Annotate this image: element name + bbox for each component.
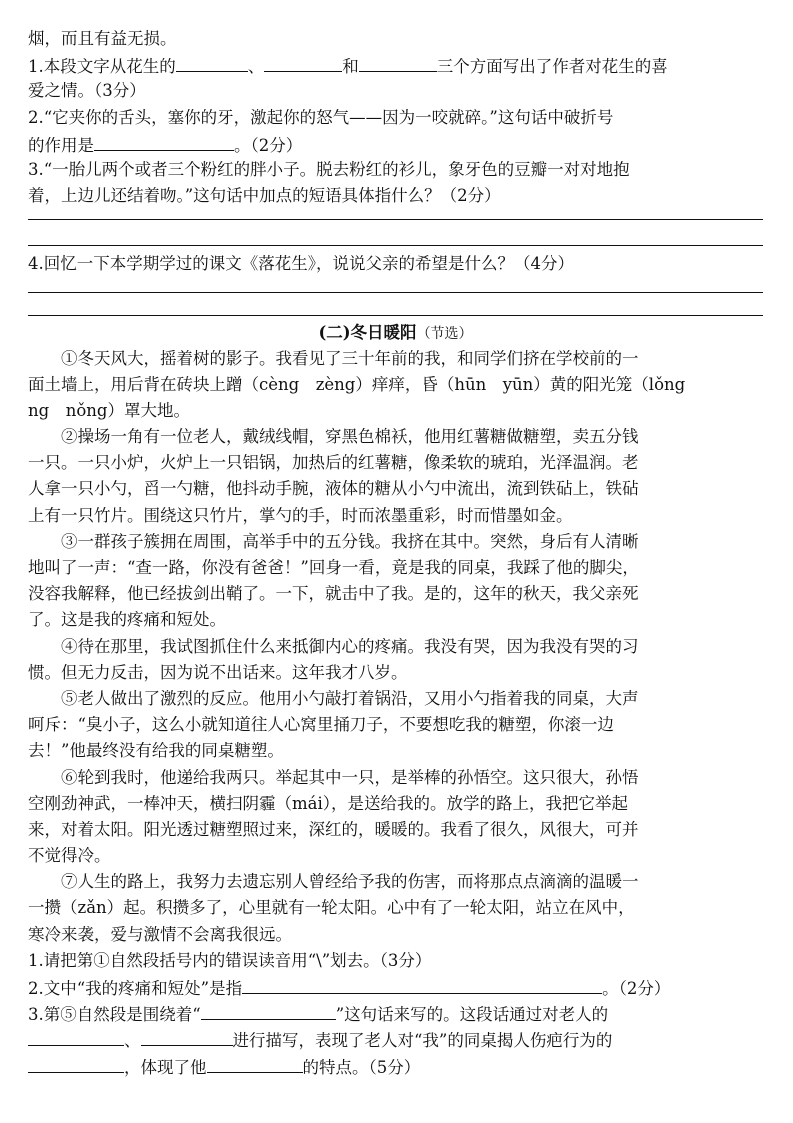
passage-line: ①冬天风大，摇着树的影子。我看见了三十年前的我，和同学们挤在学校前的一 [61,348,639,368]
question-3-cont: 着，上边儿还结着吻。”这句话中加点的短语具体指什么？（2分） [28,186,501,206]
answer-blank[interactable] [359,52,437,72]
passage-line: ④待在那里，我试图抓住什么来抵御内心的疼痛。我没有哭，因为我没有哭的习 [61,636,639,656]
passage-line: ng nǒng）罩大地。 [28,400,190,420]
passage-line: 去！”他最终没有给我的同桌糖塑。 [28,741,284,761]
question-2-1: 1.请把第①自然段括号内的错误读音用“\”划去。（3分） [28,950,432,970]
passage-line: 了。这是我的疼痛和短处。 [28,610,226,630]
passage-line: 惯。但无力反击，因为说不出话来。这年我才八岁。 [28,662,408,682]
passage-line: 寒冷来袭，爱与激情不会离我很远。 [28,924,292,944]
question-2: 2.“它夹你的舌头，塞你的牙，激起你的怒气——因为一咬就碎。”这句话中破折号 [28,107,614,127]
passage-line: 没容我解释，他已经拔剑出鞘了。一下，就击中了我。是的，这年的秋天，我父亲死 [28,584,639,604]
answer-blank[interactable] [176,52,248,72]
passage-line: 呵斥：“臭小子，这么小就知道往人心窝里捅刀子，不要想吃我的糖塑，你滚一边 [28,715,614,735]
answer-blank[interactable] [141,1026,233,1046]
passage-line: 人拿一只小勺，舀一勺糖，他抖动手腕，液体的糖从小勺中流出，流到铁砧上，铁砧 [28,479,639,499]
passage-line: 一攒（zǎn）起。积攒多了，心里就有一轮太阳。心中有了一轮太阳，站立在风中， [28,898,635,918]
passage-line: ⑥轮到我时，他递给我两只。举起其中一只，是举棒的孙悟空。这只很大，孙悟 [61,767,639,787]
passage-body [28,346,763,948]
passage-line: ⑦人生的路上，我努力去遗忘别人曾经给予我的伤害，而将那点点滴滴的温暖一 [61,872,639,892]
question-1: 1.本段文字从花生的 、 和 三个方面写出了作者对花生的喜 [28,52,763,78]
passage-line: 上有一只竹片。围绕这只竹片，掌勺的手，时而浓墨重彩，时而惜墨如金。 [28,505,573,525]
question-1-cont: 爱之情。（3分） [28,81,146,101]
answer-blank[interactable] [207,1053,303,1073]
passage-line: ③一群孩子簇拥在周围，高举手中的五分钱。我挤在其中。突然，身后有人清晰 [61,531,639,551]
passage-line: ②操场一角有一位老人，戴绒线帽，穿黑色棉袄，他用红薯糖做糖塑，卖五分钱 [61,427,639,447]
answer-blank[interactable] [264,52,342,72]
question-2-2: 2.文中“我的疼痛和短处”是指 。（2分） [28,974,763,1000]
passage-tail: 烟，而且有益无损。 [28,29,177,48]
passage-line: 空刚劲神武，一棒冲天，横扫阴霾（mái），是送给我的。放学的路上，我把它举起 [28,793,629,813]
question-2-3: 3.第⑤自然段是围绕着“ ”这句话来写的。这段话通过对老人的 [28,1000,763,1026]
passage-line: ⑤老人做出了激烈的反应。他用小勺敲打着锅沿，又用小勺指着我的同桌，大声 [61,688,639,708]
passage-line: 来，对着太阳。阳光透过糖塑照过来，深红的，暖暖的。我看了很久，风很大，可并 [28,819,639,839]
question-3: 3.“一胎儿两个或者三个粉红的胖小子。脱去粉红的衫儿，象牙色的豆瓣一对对地抱 [28,159,630,179]
question-2-3-cont2: ，体现了他 的特点。（5分） [28,1053,763,1079]
passage-line: 地叫了一声：“查一路，你没有爸爸！”回身一看，竟是我的同桌，我踩了他的脚尖， [28,558,639,577]
question-2-3-cont: 、 进行描写，表现了老人对“我”的同桌揭人伤疤行为的 [28,1026,763,1052]
answer-blank[interactable] [28,1026,124,1046]
exam-page [28,26,763,1079]
passage-line: 面土墙上，用后背在砖块上蹭（cèng zèng）痒痒，昏（hūn yūn）黄的阳光笼（lǒng [28,374,686,394]
passage-line: 一只。一只小炉，火炉上一只铝锅，加热后的红薯糖，像柔软的琥珀，光泽温润。老 [28,453,639,473]
answer-blank[interactable] [201,1000,336,1020]
section-title: (二)冬日暖阳（节选） [318,322,473,342]
question-2-cont: 的作用是 。（2分） [28,131,763,157]
passage-line: 不觉得冷。 [28,846,111,866]
question-4: 4.回忆一下本学期学过的课文《落花生》，说说父亲的希望是什么？（4分） [28,254,574,274]
answer-blank[interactable] [94,131,234,151]
answer-blank[interactable] [28,1053,124,1073]
answer-blank[interactable] [242,974,602,994]
